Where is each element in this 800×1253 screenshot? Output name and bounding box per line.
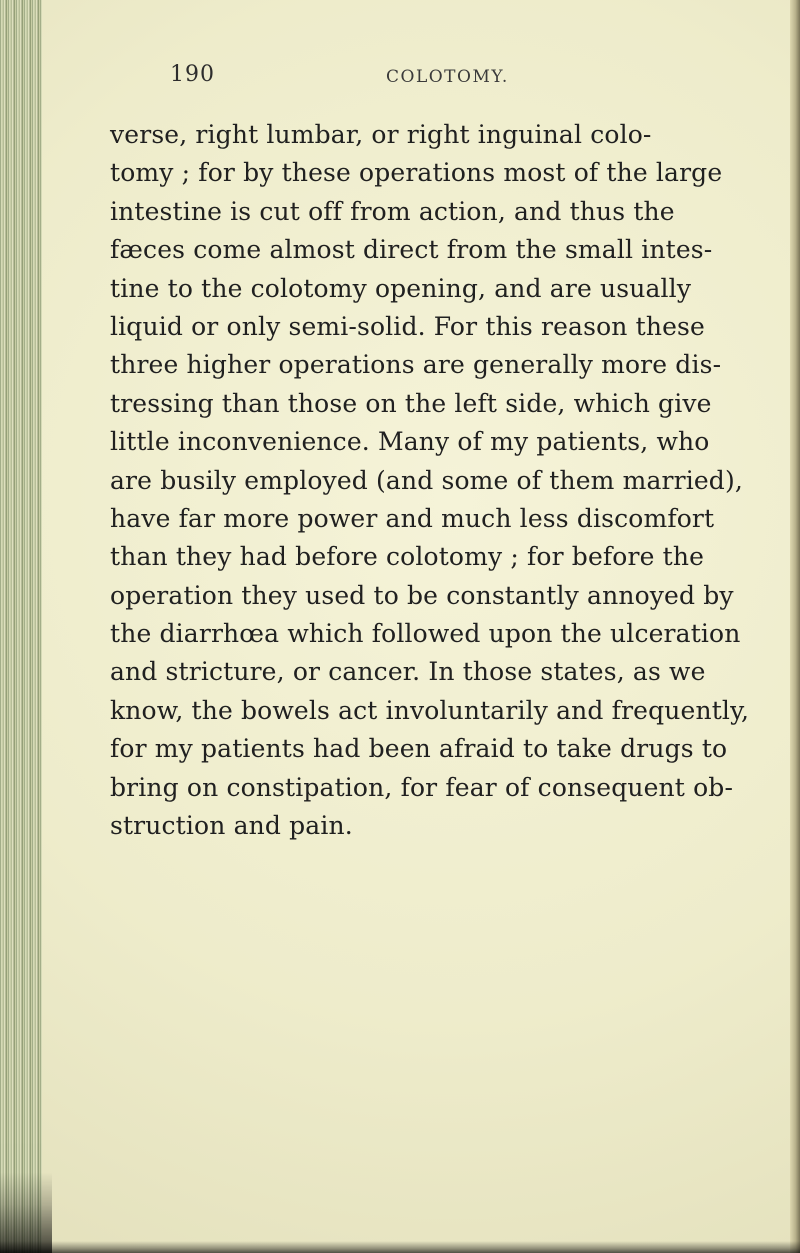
text-line: verse, right lumbar, or right inguinal colo- (110, 120, 652, 149)
text-line: know, the bowels act involuntarily and frequently, (110, 695, 750, 725)
page-edge-left (0, 0, 42, 1253)
page-number: 190 (170, 62, 215, 87)
text-line: bring on constipation, for fear of consequent ob- (110, 772, 734, 802)
text-line: little inconvenience. Many of my patients, who (110, 427, 710, 457)
text-line: three higher operations are generally more dis- (110, 350, 722, 380)
page-header (108, 62, 728, 96)
running-head: COLOTOMY. (386, 67, 509, 87)
text-line: struction and pain. (110, 811, 353, 841)
text-line: and stricture, or cancer. In those states, as we (110, 657, 706, 687)
text-line: tine to the colotomy opening, and are usually (110, 273, 692, 303)
text-line: intestine is cut off from action, and thus the (110, 196, 675, 226)
text-line: have far more power and much less discomfort (110, 503, 715, 533)
text-line: tressing than those on the left side, which give (110, 388, 712, 418)
page-bottom-shadow (0, 1241, 800, 1253)
text-line: fæces come almost direct from the small intes- (110, 235, 713, 265)
body-text (110, 116, 750, 845)
text-line: the diarrhœa which followed upon the ulceration (110, 619, 741, 649)
text-line: are busily employed (and some of them married), (110, 465, 743, 495)
text-line: tomy ; for by these operations most of the large (110, 158, 723, 188)
text-line: liquid or only semi-solid. For this reason these (110, 311, 705, 341)
page-edge-right (790, 0, 800, 1253)
text-line: for my patients had been afraid to take drugs to (110, 734, 728, 764)
text-line: than they had before colotomy ; for before the (110, 542, 705, 572)
text-line: operation they used to be constantly annoyed by (110, 580, 734, 610)
